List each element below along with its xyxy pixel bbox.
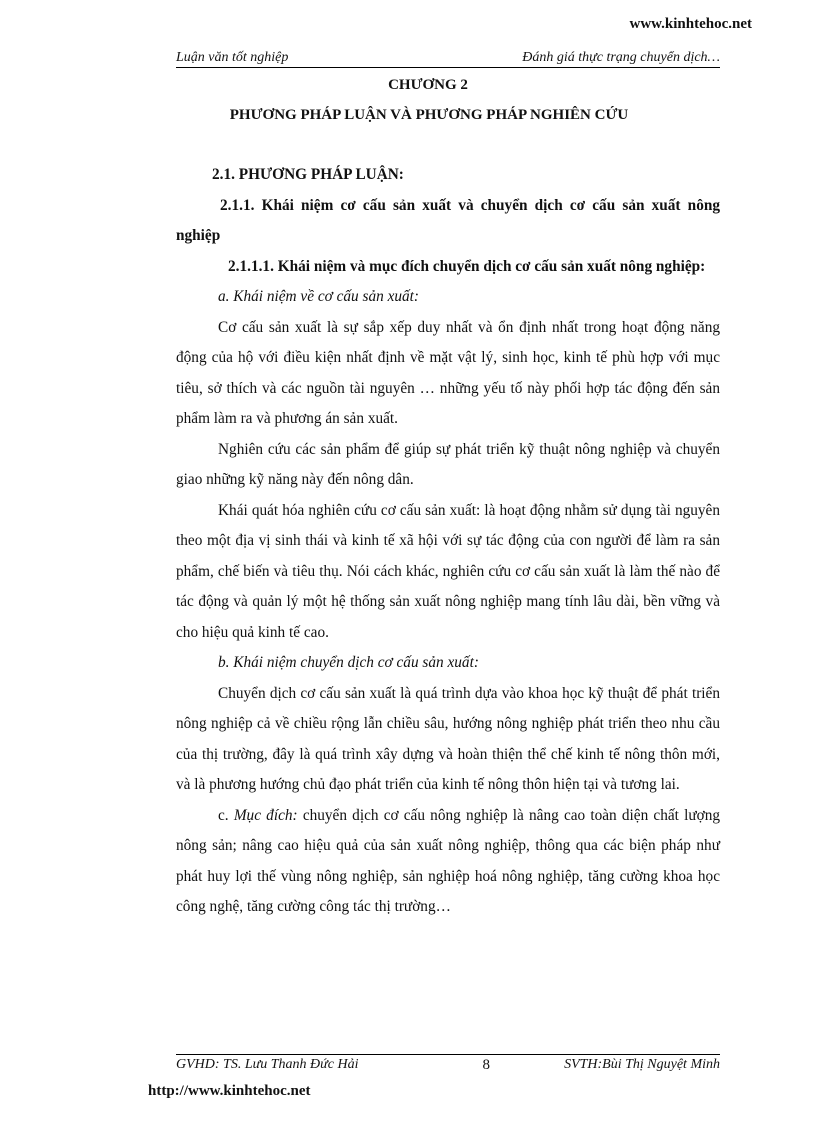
header-left: Luận văn tốt nghiệp: [176, 50, 289, 65]
paragraph-2: Nghiên cứu các sản phẩm để giúp sự phát triển kỹ thuật nông nghiệp và chuyển giao những kỹ năng này đến nông dân.: [176, 440, 720, 488]
item-a-heading: a. Khái niệm về cơ cấu sản xuất:: [218, 288, 420, 305]
item-c-prefix: c.: [218, 806, 234, 824]
running-header: [176, 50, 720, 68]
header-right: Đánh giá thực trạng chuyển dịch…: [522, 50, 720, 65]
footer-advisor: GVHD: TS. Lưu Thanh Đức Hải: [176, 1057, 359, 1072]
item-c-paragraph: [176, 801, 720, 923]
item-b-heading: b. Khái niệm chuyển dịch cơ cấu sản xuất:: [218, 654, 479, 671]
paragraph-4: Chuyển dịch cơ cấu sản xuất là quá trình dựa vào khoa học kỹ thuật để phát triển nông nghiệp cả về chiều rộng lẫn chiều sâu, hướng nông nghiệp phát triển theo nhu cầu của thị trường, đây là quá trình xây dựng và hoàn thiện thể chế kinh tế nông thôn mới, và là phương hướng chủ đạo phát triển của kinh tế nông thôn hiện tại và tương lai.: [176, 684, 720, 793]
top-site-url: www.kinhtehoc.net: [629, 16, 752, 32]
subsubsection-heading: 2.1.1.1. Khái niệm và mục đích chuyển dịch cơ cấu sản xuất nông nghiệp:: [228, 257, 706, 275]
item-c-text: chuyển dịch cơ cấu nông nghiệp là nâng cao toàn diện chất lượng nông sản; nâng cao hiệu quả của sản xuất nông nghiệp, thông qua các biện pháp như phát huy lợi thế vùng nông nghiệp, sản nghiệp hoá nông nghiệp, tăng cường khoa học công nghệ, tăng cường công tác thị trường…: [176, 806, 720, 915]
page-number: 8: [482, 1057, 491, 1073]
section-heading: 2.1. PHƯƠNG PHÁP LUẬN:: [212, 166, 404, 183]
paragraph-1: Cơ cấu sản xuất là sự sắp xếp duy nhất và ổn định nhất trong hoạt động năng động của hộ với điều kiện nhất định về mặt vật lý, sinh học, kinh tế phù hợp với mục tiêu, sở thích và các nguồn tài nguyên … những yếu tố này phối hợp tác động đến sản phẩm làm ra và phương án sản xuất.: [176, 318, 720, 427]
chapter-title: PHƯƠNG PHÁP LUẬN VÀ PHƯƠNG PHÁP NGHIÊN CỨU: [229, 107, 629, 123]
bottom-site-url[interactable]: http://www.kinhtehoc.net: [148, 1083, 311, 1099]
page-content: [176, 160, 720, 923]
item-c-label: Mục đích:: [233, 806, 298, 824]
paragraph-3: Khái quát hóa nghiên cứu cơ cấu sản xuất: là hoạt động nhằm sử dụng tài nguyên theo một địa vị sinh thái và kinh tế xã hội với sự tác động của con người để làm ra sản phẩm, chế biến và tiêu thụ. Nói cách khác, nghiên cứu cơ cấu sản xuất là làm thế nào để tác động và quản lý một hệ thống sản xuất nông nghiệp mang tính lâu dài, bền vững và cho hiệu quả kinh tế cao.: [176, 501, 720, 641]
footer-student: SVTH:Bùi Thị Nguyệt Minh: [564, 1057, 720, 1072]
running-footer: [176, 1054, 720, 1074]
subsection-heading: 2.1.1. Khái niệm cơ cấu sản xuất và chuyển dịch cơ cấu sản xuất nông nghiệp: [176, 196, 720, 244]
chapter-number: CHƯƠNG 2: [388, 77, 468, 93]
